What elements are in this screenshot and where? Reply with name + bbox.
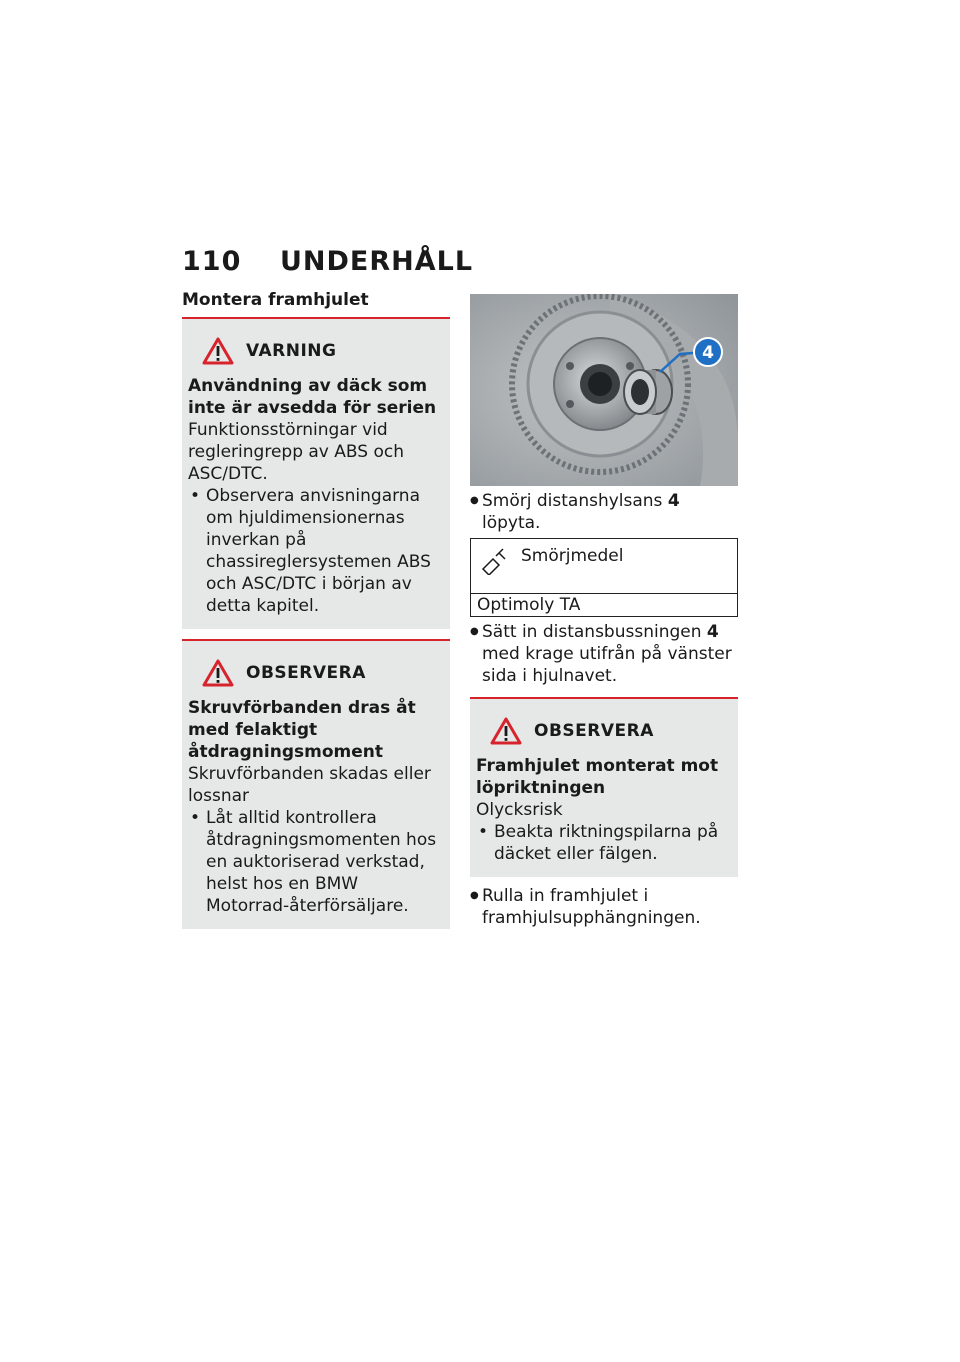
notice-heading: Skruvförbanden dras åt med felaktigt åtdragningsmoment bbox=[188, 698, 416, 762]
warning-bullet: • Observera anvisningarna om hjuldimensionernas inverkan på chassireglersystemen ABS och ASC/DTC i början av detta kapitel. bbox=[188, 485, 444, 617]
lubricant-value: Optimoly TA bbox=[477, 595, 581, 615]
warning-triangle-icon bbox=[202, 659, 234, 687]
notice-heading: Framhjulet monterat mot löpriktningen bbox=[476, 756, 719, 798]
notice-header bbox=[202, 659, 444, 687]
warning-triangle-icon bbox=[202, 337, 234, 365]
spacer-sleeve bbox=[624, 370, 672, 414]
notice-text: Skruvförbanden skadas eller lossnar bbox=[188, 764, 431, 806]
warning-header bbox=[202, 337, 444, 365]
warning-heading: Användning av däck som inte är avsedda för serien bbox=[188, 376, 437, 418]
step-roll-in-wheel: ● Rulla in framhjulet i framhjulsupphängningen. bbox=[470, 885, 738, 929]
warning-label: VARNING bbox=[246, 341, 337, 361]
notice-box-direction bbox=[470, 697, 738, 877]
notice-bullet: • Beakta riktningspilarna på däcket eller fälgen. bbox=[476, 821, 732, 865]
page-number: 110 bbox=[182, 246, 242, 277]
step-ref-number: 4 bbox=[706, 622, 719, 642]
step-text: löpyta. bbox=[482, 513, 541, 533]
lubricant-label: Smörjmedel bbox=[521, 546, 624, 566]
page-header bbox=[182, 246, 473, 277]
lubricant-header bbox=[471, 539, 737, 594]
warning-box bbox=[182, 317, 450, 629]
notice-text: Olycksrisk bbox=[476, 800, 563, 820]
warning-text: Funktionsstörningar vid regleringrepp av ABS och ASC/DTC. bbox=[188, 420, 404, 484]
section-title: Montera framhjulet bbox=[182, 290, 369, 310]
notice-header bbox=[490, 717, 732, 745]
warning-triangle-icon bbox=[490, 717, 522, 745]
step-insert-bushing bbox=[470, 621, 738, 687]
step-text: med krage utifrån på vänster sida i hjulnavet. bbox=[482, 644, 732, 686]
step-text: Smörj distanshylsans bbox=[482, 491, 668, 511]
notice-label: OBSERVERA bbox=[534, 721, 654, 741]
step-ref-number: 4 bbox=[667, 491, 680, 511]
wheel-hub-photo bbox=[470, 294, 738, 486]
step-text: Sätt in distansbussningen bbox=[482, 622, 707, 642]
notice-box bbox=[182, 639, 450, 929]
grease-gun-icon bbox=[479, 545, 507, 575]
step-lubricate bbox=[470, 490, 738, 534]
right-column bbox=[470, 294, 738, 929]
chapter-title: UNDERHÅLL bbox=[280, 246, 474, 277]
notice-bullet: • Låt alltid kontrollera åtdragningsmomenten hos en auktoriserad verkstad, helst hos en BMW Motorrad-återförsäljare. bbox=[188, 807, 444, 917]
left-column bbox=[182, 317, 450, 929]
figure-callout-4: 4 bbox=[702, 343, 714, 363]
notice-label: OBSERVERA bbox=[246, 663, 366, 683]
lubricant-table bbox=[470, 538, 738, 617]
